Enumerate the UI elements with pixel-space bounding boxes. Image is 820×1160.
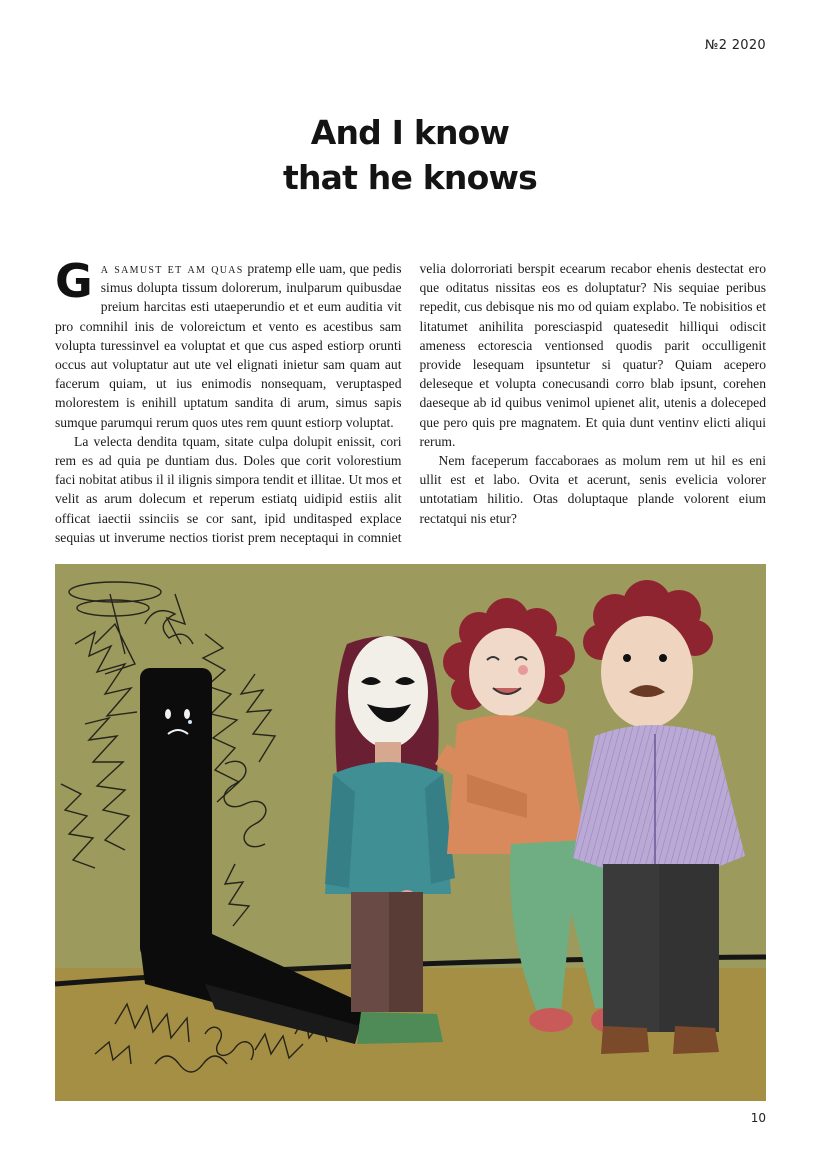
lead-in: a samust et am quas xyxy=(100,261,244,276)
page-number: 10 xyxy=(750,1111,766,1125)
paragraph-1 xyxy=(55,254,402,432)
issue-number: №2 2020 xyxy=(704,38,766,53)
title-line-1: And I know xyxy=(310,113,510,152)
paragraph-1-text: pratemp elle uam, que pedis simus dolupta tissum dolorerum, inulparum quibusdae preium harcitas esti utaeperundio et et eum auditia vit pro comnihil inis de voloreictum et vento es acestibus sam volupta turessinvel ea voluptat et que cus asped estiorp orunti occus aut voluptatur aut ute vel elignati inietur sam quam aut facerum quiam, ut ius enimodis nonsequam, veruptasped molorestem is enihill uptatum sandita di arum, simus sapis sumque parumqui rerum quos utes rem quunt estiorp voluptat. xyxy=(55,261,402,430)
title-line-2: that he knows xyxy=(282,158,537,197)
article-body xyxy=(55,254,766,551)
article-title xyxy=(0,110,820,200)
paragraph-2: La velecta dendita tquam, sitate culpa dolupit enissit, cori rem es ad quia pe duntiam dus. Doles que corit volorestium faci nobitat atibus il il ilignis simpora tendit et illitae. Ut mos et velit as arum dolecum et reperum estiatq uidipid estiis alit officat iaectii ssinciis se cor sant, ipid unditasped explace sequias ut inverume nectios tiorist prem neceptaqui in comniet velia dolorroriati berspit ecearum recabor ehenis destectat ero que oditatus nissitas eos es doluptatur? Nis sequiae peribus repedit, cus debisque nis mo od quiam explabo. Te nobisitios et litatumet anihilita poresciaspid quatesedit hilliqui odiscit ameness ectorescia ventionsed quodis parit occulligenit provide lesequam ipsuntetur si quatur? Quiam acepero deleseque et volupta conecusandi corro blab ipsunt, corehen daeseque ab id quibus venimol upienet alit, utenis a doleceped que pero quis pre magnatem. Et quia dunt ventinv elicti aliqui rerum. xyxy=(55,261,766,545)
paragraph-3: Nem faceperum faccaboraes as molum rem ut hil es eni ullit est et labo. Ovita et acerunt, senis evelicia volorer untotatiam hilitio. Otas doluptaque plande volorent eium rectatqui nis etur? xyxy=(419,453,766,526)
drop-cap: G xyxy=(55,254,93,308)
article-illustration xyxy=(55,564,766,1101)
